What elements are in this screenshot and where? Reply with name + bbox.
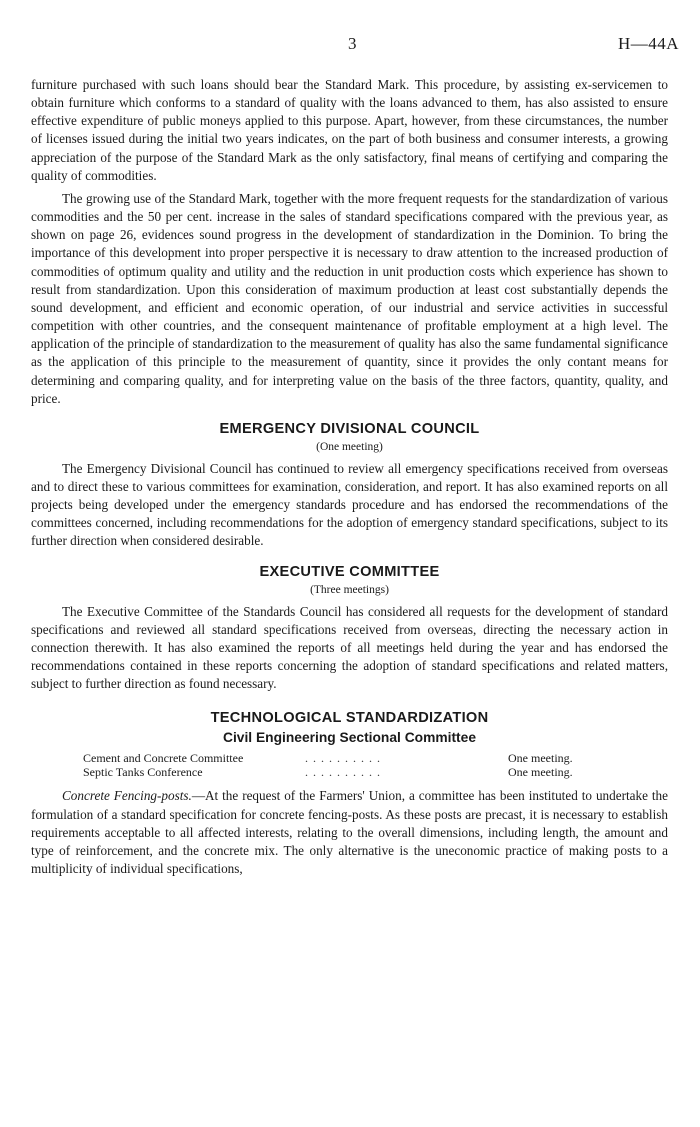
emergency-council-paragraph: The Emergency Divisional Council has continued to review all emergency specifications received from overseas and to direct these to various committees for examination, consideration, and report. It has also examined reports on all projects being developed under the emergency standards procedure and has endorsed the recommendations of the committees concerned, including recommendations for the adoption of emergency standard specifications, subject to its further direction when considered desirable. — [31, 460, 668, 549]
page-number: 3 — [348, 34, 357, 53]
dot-leader: . . . . . . . . . . — [305, 765, 381, 780]
committee-row — [83, 765, 608, 779]
technological-standardization-heading: TECHNOLOGICAL STANDARDIZATION — [210, 710, 489, 727]
page-header — [0, 34, 700, 54]
executive-committee-meetings: (Three meetings) — [310, 583, 389, 596]
concrete-fencing-paragraph — [31, 787, 668, 878]
committee-meetings: One meeting. — [508, 765, 573, 780]
committee-name: Cement and Concrete Committee — [83, 751, 244, 766]
dot-leader: . . . . . . . . . . — [305, 751, 381, 766]
civil-engineering-subheading: Civil Engineering Sectional Committee — [223, 730, 476, 746]
emergency-council-heading: EMERGENCY DIVISIONAL COUNCIL — [219, 420, 480, 437]
emergency-council-meetings: (One meeting) — [316, 440, 383, 453]
executive-committee-paragraph: The Executive Committee of the Standards Council has considered all requests for the development of standard specifications and reviewed all standard specifications received from overseas, directing the necessary action in connection therewith. It has also examined the reports of all meetings held during the year and has endorsed the recommendations contained in these reports concerning the adoption of standard specifications and related matters, subject to further direction as found necessary. — [31, 603, 668, 692]
page-body — [31, 76, 668, 878]
intro-paragraph-2: The growing use of the Standard Mark, together with the more frequent requests for the standardization of various commodities and the 50 per cent. increase in the sales of standard specifications compared with the previous year, as shown on page 26, evidences sound progress in the development of standardization in the Dominion. To bring the importance of this development into proper perspective it is necessary to draw attention to the increased production of commodities of optimum quality and utility and the reduction in unit production costs which experience has shown to result from standardization. Upon this consideration of maximum production at least cost substantially depends the sound development, and efficient and economic operation, of our industrial and service activities in successful competition with other countries, and the consequent maintenance of profitable employment at a high level. The application of the principle of standardization to the measurement of quality has also the same fundamental significance as the application of this principle to the measurement of quantity, since it provides the only contant means for determining and comparing quality, and for interpreting value on the basis of the three factors, quantity, quality, and price. — [31, 190, 668, 406]
committee-meetings-table — [83, 751, 608, 779]
document-reference: H—44A — [617, 34, 679, 53]
fencing-lead-in: Concrete Fencing-posts. — [62, 788, 192, 804]
committee-name: Septic Tanks Conference — [83, 765, 203, 780]
intro-paragraph-1: furniture purchased with such loans should bear the Standard Mark. This procedure, by assisting ex-servicemen to obtain furniture which conforms to a standard of quality with the loans advanced to them, has also assisted to ensure effective expenditure of public moneys applied to this purpose. Apart, however, from these circumstances, the number of licenses issued during the initial two years indicates, on the part of both business and consumer interests, a growing appreciation of the purpose of the Standard Mark as the only satisfactory, final means of certifying and comparing the quality of commodities. — [31, 77, 668, 183]
committee-meetings: One meeting. — [508, 751, 573, 766]
executive-committee-heading: EXECUTIVE COMMITTEE — [259, 563, 440, 580]
committee-row — [83, 751, 608, 765]
fencing-text: —At the request of the Farmers' Union, a committee has been instituted to undertake the formulation of a standard specification for concrete fencing-posts. As these posts are precast, it is necessary to establish requirements acceptable to all affected interests, relating to the overall dimensions, including length, the amount and type of reinforcement, and the concrete mix. The only alternative is the uneconomic practice of making posts to a multiplicity of individual specifications, — [31, 788, 668, 876]
